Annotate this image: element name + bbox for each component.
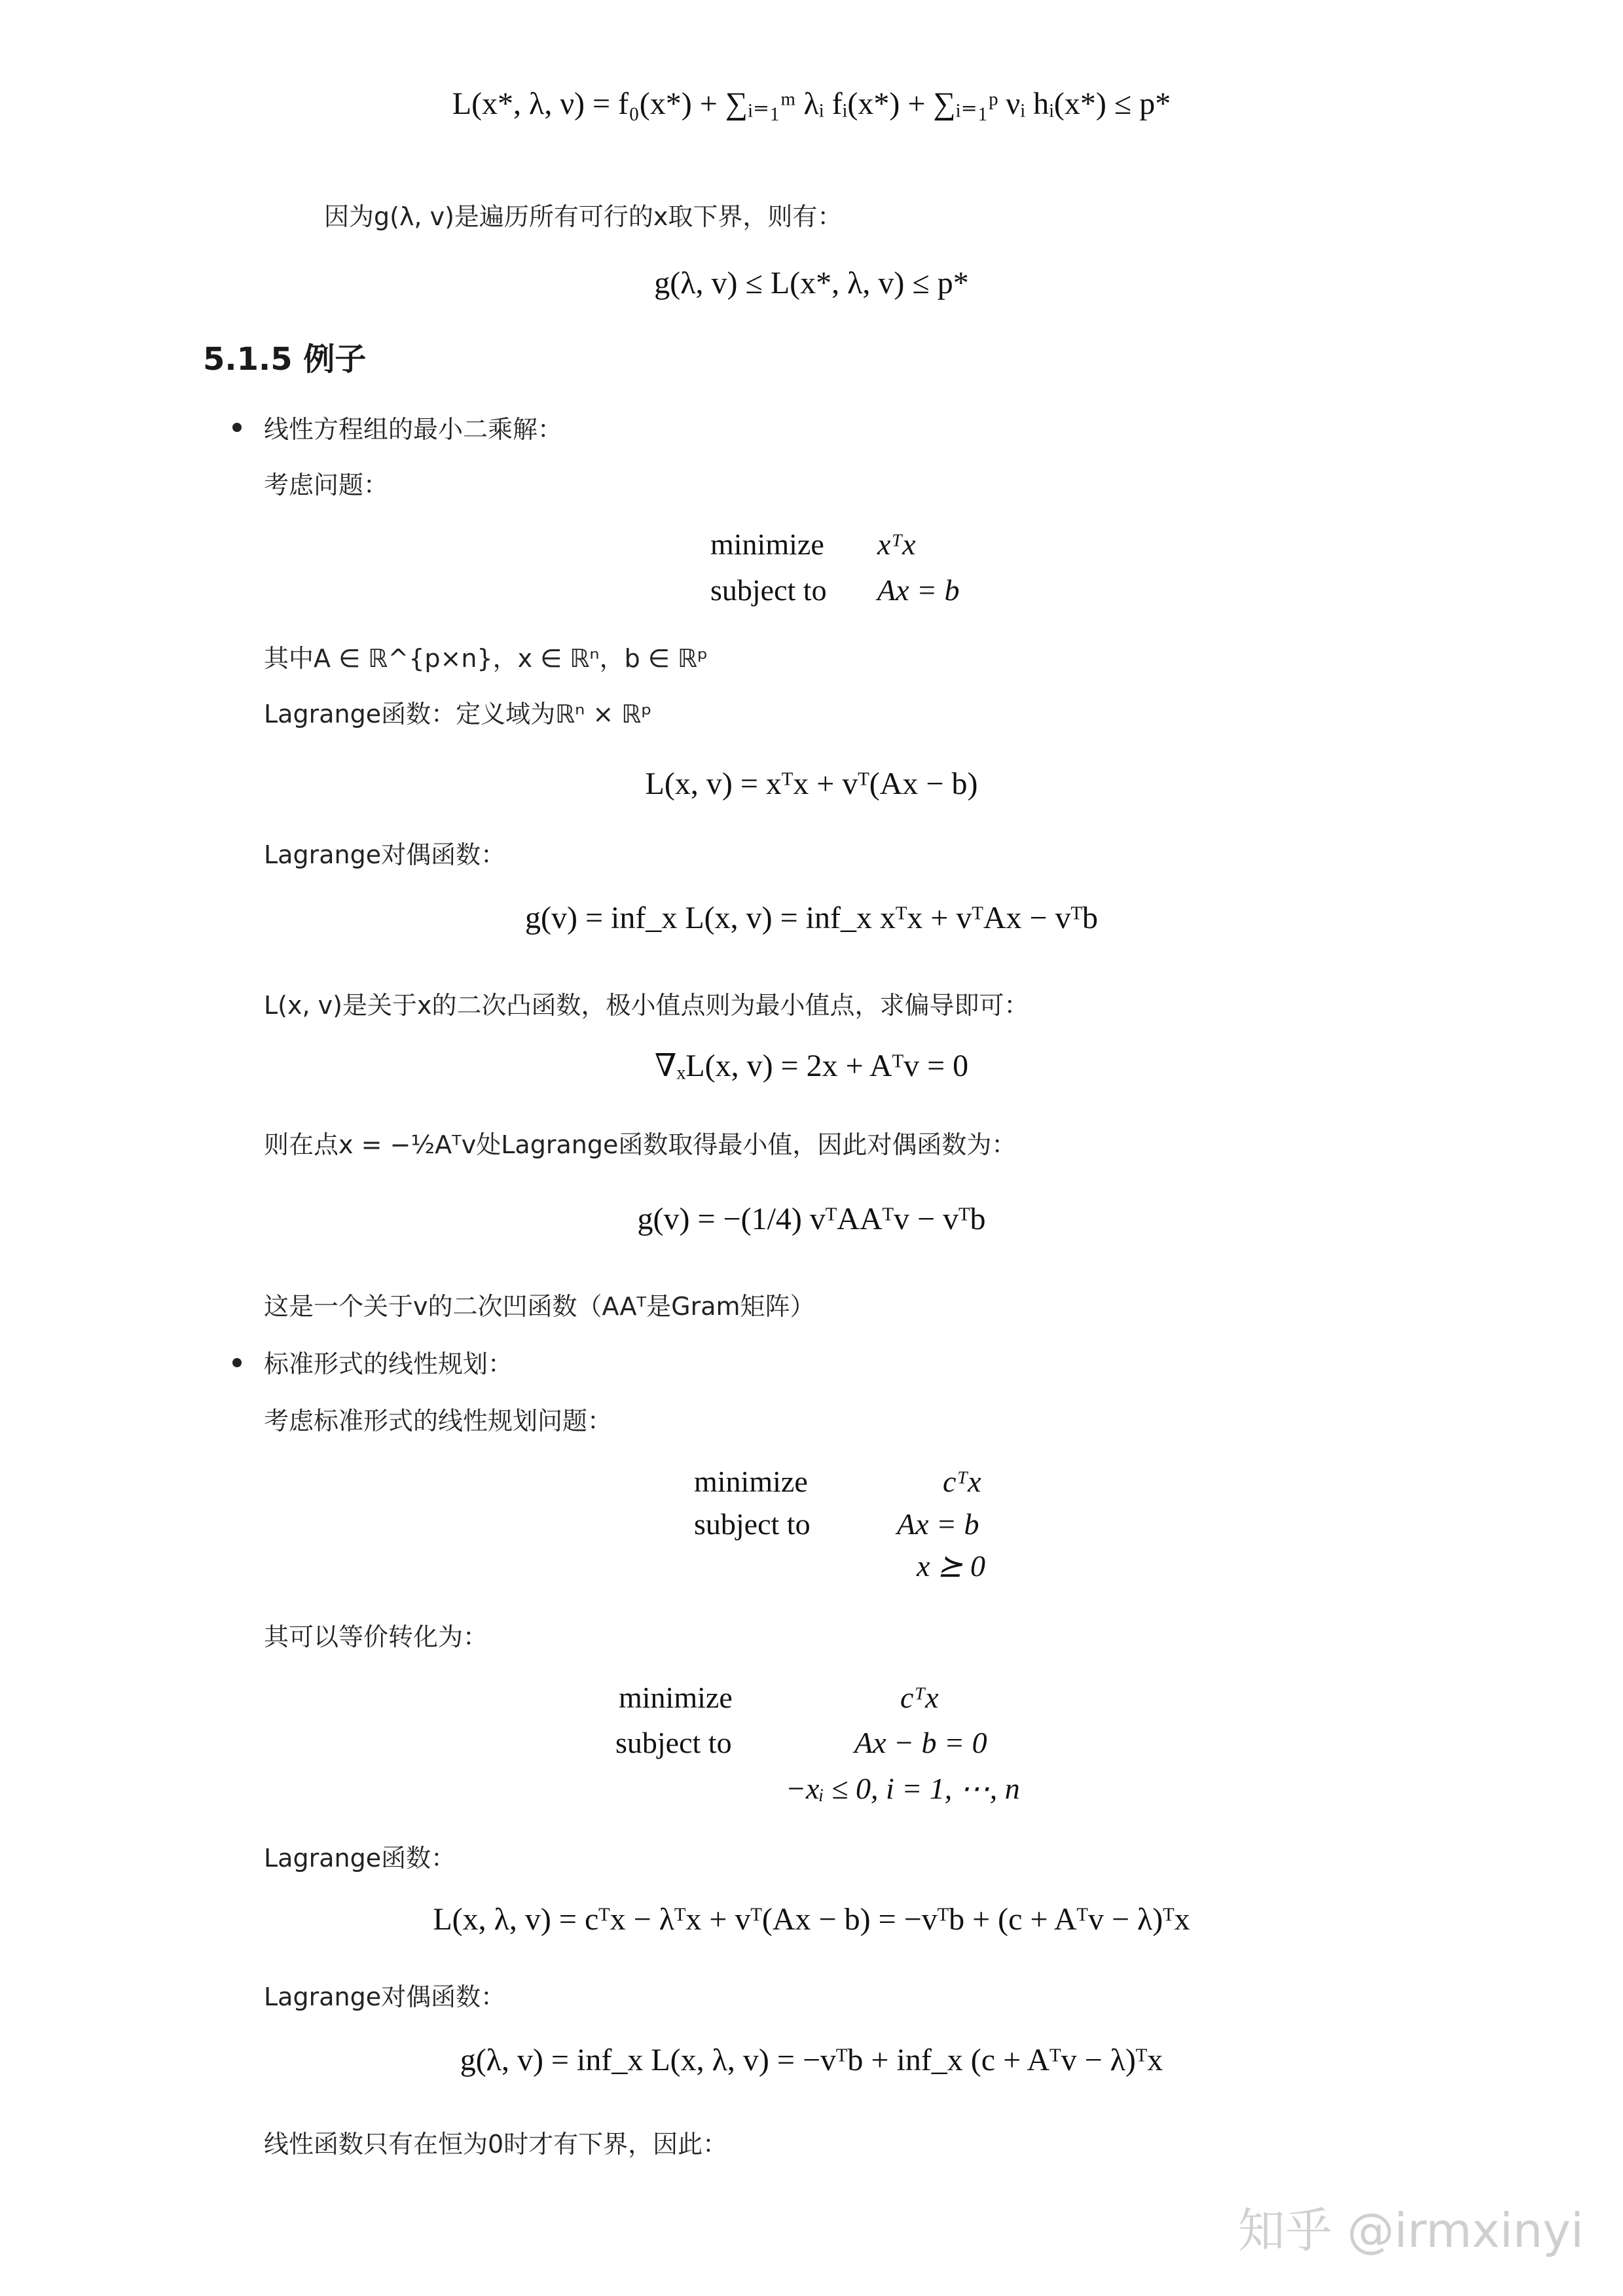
text-dual-function-lp: Lagrange对偶函数：: [264, 1982, 506, 2011]
problem2-label-0: minimize: [694, 1465, 808, 1498]
text-consider-problem: 考虑问题：: [264, 471, 389, 499]
equation-lagrangian-ls: L(x, v) = xᵀx + vᵀ(Ax − b): [645, 766, 978, 801]
text-dual-lower-bound: 因为g(λ, v)是遍历所有可行的x取下界，则有：: [324, 202, 843, 231]
problem1-label-1: subject to: [710, 573, 827, 607]
section-heading: 5.1.5 例子: [203, 341, 367, 378]
problem3-expr-1: Ax − b = 0: [854, 1726, 987, 1759]
text-minimizer: 则在点x = −½Aᵀv处Lagrange函数取得最小值，因此对偶函数为：: [264, 1130, 1017, 1159]
bullet-dot: [232, 1358, 242, 1367]
watermark: 知乎 @irmxinyi: [1237, 2203, 1584, 2258]
equation-dual-lp: g(λ, v) = inf_x L(x, λ, v) = −vᵀb + inf_x (c + Aᵀv − λ)ᵀx: [460, 2043, 1163, 2077]
text-concave-quadratic: 这是一个关于v的二次凹函数（AAᵀ是Gram矩阵）: [264, 1292, 815, 1321]
equation-lagrangian-lp: L(x, λ, v) = cᵀx − λᵀx + vᵀ(Ax − b) = −vᵀb + (c + Aᵀv − λ)ᵀx: [433, 1902, 1190, 1937]
problem1-label-0: minimize: [710, 528, 824, 561]
text-lagrange-domain: Lagrange函数：定义域为ℝⁿ × ℝᵖ: [264, 700, 652, 728]
text-lagrange-function-lp: Lagrange函数：: [264, 1844, 456, 1873]
equation-dual-inf: g(v) = inf_x L(x, v) = inf_x xᵀx + vᵀAx − vᵀb: [524, 901, 1098, 935]
problem2-expr-1: Ax = b: [897, 1507, 979, 1541]
text-equivalent-form: 其可以等价转化为：: [264, 1623, 488, 1651]
problem2-expr-2: x ⪰ 0: [917, 1549, 985, 1583]
equation-gradient: ∇ₓL(x, v) = 2x + Aᵀv = 0: [654, 1049, 969, 1083]
problem3-expr-2: −xᵢ ≤ 0, i = 1, ⋯, n: [786, 1772, 1020, 1805]
problem3-label-1: subject to: [615, 1726, 732, 1759]
text-convex-quadratic: L(x, v)是关于x的二次凸函数，极小值点则为最小值点，求偏导即可：: [264, 991, 1029, 1020]
text-linear-bound: 线性函数只有在恒为0时才有下界，因此：: [264, 2130, 728, 2159]
equation-dual-bound: g(λ, v) ≤ L(x*, λ, v) ≤ p*: [654, 266, 969, 300]
text-dimensions: 其中A ∈ ℝ^{p×n}，x ∈ ℝⁿ，b ∈ ℝᵖ: [264, 644, 708, 673]
equation-lagrangian-bound: L(x*, λ, ν) = f₀(x*) + ∑ᵢ₌₁ᵐ λᵢ fᵢ(x*) + ∑ᵢ₌₁ᵖ νᵢ hᵢ(x*) ≤ p*: [452, 86, 1171, 121]
text-dual-function-label: Lagrange对偶函数：: [264, 840, 506, 869]
problem3-expr-0: cᵀx: [900, 1681, 939, 1714]
problem1-expr-0: xᵀx: [877, 528, 916, 561]
problem3-label-0: minimize: [619, 1681, 733, 1714]
bullet-least-squares: 线性方程组的最小二乘解：: [264, 415, 563, 444]
bullet-linear-programming: 标准形式的线性规划：: [264, 1350, 513, 1378]
text-consider-lp: 考虑标准形式的线性规划问题：: [264, 1407, 613, 1435]
problem2-label-1: subject to: [694, 1507, 811, 1541]
problem2-expr-0: cᵀx: [943, 1465, 981, 1498]
equation-dual-result: g(v) = −(1/4) vᵀAAᵀv − vᵀb: [637, 1202, 986, 1236]
problem1-expr-1: Ax = b: [877, 573, 960, 607]
bullet-dot: [232, 423, 242, 432]
